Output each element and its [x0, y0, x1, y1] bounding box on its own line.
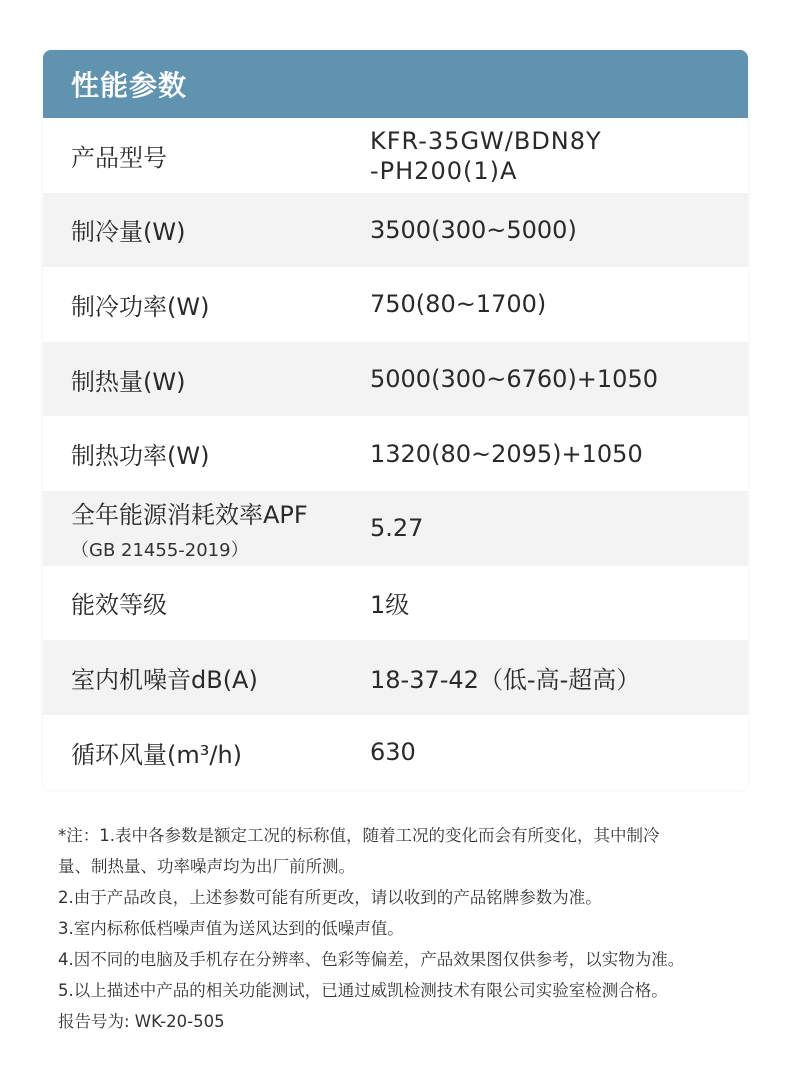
- spec-table-card: [43, 50, 748, 790]
- spec-row-airflow: [43, 715, 748, 790]
- spec-value: 1320(80~2095)+1050: [370, 439, 643, 468]
- footnote-line: 5.以上描述中产品的相关功能测试，已通过威凯检测技术有限公司实验室检测合格。: [58, 981, 668, 1000]
- spec-row-heating-capacity: [43, 342, 748, 417]
- spec-value: 5000(300~6760)+1050: [370, 365, 658, 394]
- spec-value: 1级: [370, 591, 410, 620]
- spec-value: 750(80~1700): [370, 290, 547, 319]
- spec-label: 产品型号: [71, 143, 167, 172]
- spec-table-title: 性能参数: [71, 69, 188, 102]
- spec-row-model: [43, 118, 748, 193]
- spec-label: 制冷功率(W): [71, 292, 210, 321]
- footnote-line: 2.由于产品改良，上述参数可能有所更改，请以收到的产品铭牌参数为准。: [58, 888, 602, 907]
- footnote-line: 4.因不同的电脑及手机存在分辨率、色彩等偏差，产品效果图仅供参考，以实物为准。: [58, 950, 685, 969]
- footnote-line: *注：1.表中各参数是额定工况的标称值，随着工况的变化而会有所变化，其中制冷: [58, 826, 660, 845]
- spec-row-energy-grade: [43, 566, 748, 641]
- model-line-1: KFR-35GW/BDN8Y: [370, 127, 602, 156]
- spec-label: 制热量(W): [71, 367, 186, 396]
- spec-row-noise: [43, 640, 748, 715]
- footnotes: [58, 820, 758, 1037]
- apf-label: 全年能源消耗效率APF: [71, 500, 308, 529]
- spec-table-header: [43, 50, 748, 118]
- spec-value: [343, 124, 748, 186]
- footnote-line: 量、制热量、功率噪声均为出厂前所测。: [58, 857, 355, 876]
- spec-value: 3500(300~5000): [370, 215, 577, 244]
- footnote-line: 报告号为: WK-20-505: [58, 1012, 225, 1031]
- footnote-line: 3.室内标称低档噪声值为送风达到的低噪声值。: [58, 919, 404, 938]
- spec-value: 18-37-42（低-高-超高）: [370, 665, 641, 694]
- spec-value: 630: [370, 738, 416, 767]
- spec-label: 制冷量(W): [71, 218, 186, 247]
- spec-label: [43, 495, 343, 562]
- spec-row-apf: [43, 491, 748, 566]
- spec-label: 循环风量(m³/h): [71, 740, 243, 769]
- model-line-2: -PH200(1)A: [370, 157, 518, 186]
- spec-label: 能效等级: [71, 591, 167, 620]
- spec-row-heating-power: [43, 416, 748, 491]
- spec-label: 制热功率(W): [71, 442, 210, 471]
- spec-row-cooling-capacity: [43, 193, 748, 268]
- spec-value: 5.27: [370, 514, 424, 543]
- spec-row-cooling-power: [43, 267, 748, 342]
- apf-standard: （GB 21455-2019）: [71, 539, 249, 561]
- spec-label: 室内机噪音dB(A): [71, 665, 258, 694]
